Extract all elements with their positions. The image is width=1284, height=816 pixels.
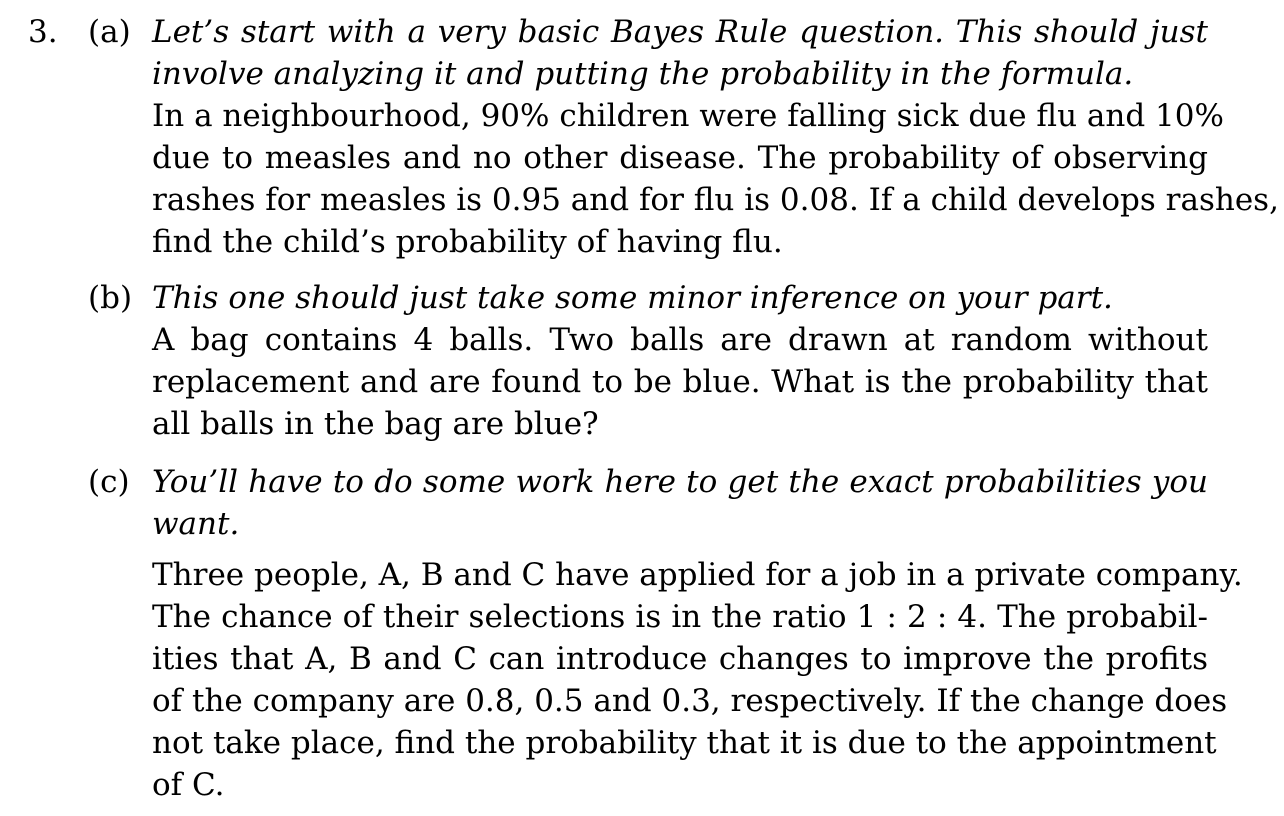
part-label: (c) bbox=[88, 464, 130, 500]
part-label: (b) bbox=[88, 280, 133, 316]
question-line: all balls in the bag are blue? bbox=[152, 406, 599, 442]
question-line: find the child’s probability of having flu. bbox=[152, 224, 783, 260]
question-line: ities that A, B and C can introduce changes to improve the profits bbox=[152, 641, 1208, 677]
hint-line: You’ll have to do some work here to get the exact probabilities you bbox=[152, 464, 1208, 500]
problem-number: 3. bbox=[28, 14, 58, 50]
question-line: due to measles and no other disease. The probability of observing bbox=[152, 140, 1208, 176]
hint-line: Let’s start with a very basic Bayes Rule question. This should just bbox=[152, 14, 1208, 50]
question-line: A bag contains 4 balls. Two balls are drawn at random without bbox=[152, 322, 1208, 358]
question-line: In a neighbourhood, 90% children were falling sick due flu and 10% bbox=[152, 98, 1224, 134]
question-line: not take place, find the probability that it is due to the appointment bbox=[152, 725, 1217, 761]
question-line: rashes for measles is 0.95 and for flu is 0.08. If a child develops rashes, bbox=[152, 182, 1279, 218]
part-c-body bbox=[152, 461, 1243, 806]
question-line: of C. bbox=[152, 767, 225, 803]
question-line: of the company are 0.8, 0.5 and 0.3, respectively. If the change does bbox=[152, 683, 1228, 719]
hint-line: This one should just take some minor inference on your part. bbox=[152, 280, 1113, 316]
question-line: Three people, A, B and C have applied for a job in a private company. bbox=[152, 557, 1243, 593]
part-label: (a) bbox=[88, 14, 131, 50]
hint-line: want. bbox=[152, 506, 240, 542]
question-line: replacement and are found to be blue. What is the probability that bbox=[152, 364, 1208, 400]
hint-line: involve analyzing it and putting the probability in the formula. bbox=[152, 56, 1134, 92]
part-b-body bbox=[152, 277, 1208, 445]
part-a-body bbox=[152, 11, 1279, 263]
question-line: The chance of their selections is in the ratio 1 : 2 : 4. The probabil- bbox=[152, 599, 1208, 635]
